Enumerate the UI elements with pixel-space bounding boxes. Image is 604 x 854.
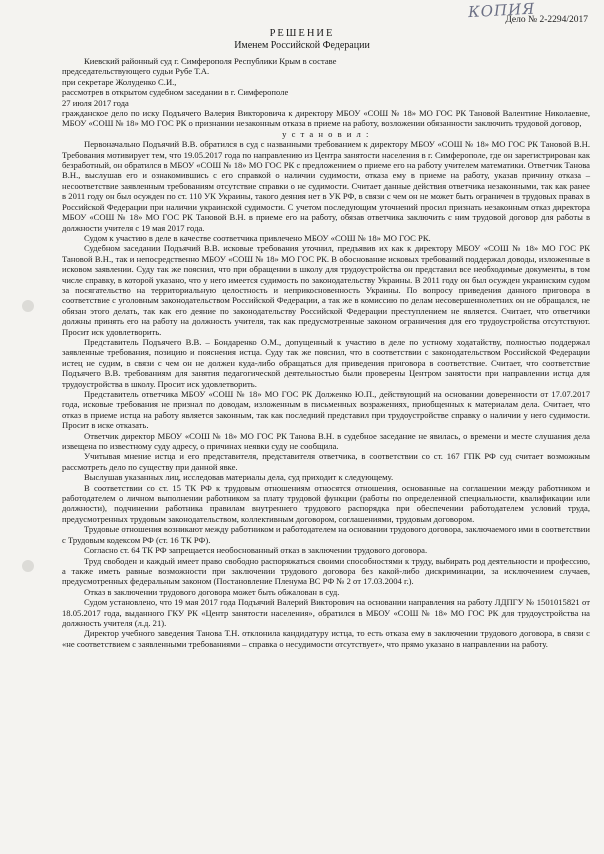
document-body (62, 56, 590, 649)
paragraph: В соответствии со ст. 15 ТК РФ к трудовым отношениям относятся отношения, основанные на соглашении между работником и работодателем о личном выполнении работником за плату трудовой функции (работы по определенной специальности, квалификации или должности), подчинении работника правилам внутреннего трудового распорядка при обеспечении работодателем условий труда, предусмотренных трудовым законодательством, коллективным договором, соглашениями, трудовым договором. (62, 482, 590, 524)
intro-secretary: при секретаре Жолуденко С.И., (62, 76, 177, 87)
paragraph: Ответчик директор МБОУ «СОШ № 18» МО ГОС РК Танова В.Н. в судебное заседание не явилась, о времени и месте слушания дела извещена по известному суду адресу, о причинах неявки суду не сообщила. (62, 430, 590, 452)
paragraph: Первоначально Подъячий В.В. обратился в суд с названными требованием к директору МБОУ «СОШ № 18» МО ГОС РК Тановой В.Н. Требования мотивирует тем, что 19.05.2017 года по направлению из Центра занятости населения в г. Симферополе, где он зарегистрирован как безработный, он обратился в МБОУ «СОШ № 18» МО ГОС РК с предложением о приеме его на работу учителем математики. Ответчик Танова В.Н., выслушав его и ознакомившись с его справкой о наличии судимости, отказа ему в приеме на работу, указав причину отказа – несоответствие заявленным требованиям отсутствие справки о не судимости. Считает данные действия ответчика незаконными, так как ранее в 2011 году он был осужден по ст. 110 УК Украины, такого деяния нет в УК РФ, в связи с чем он не может быть ограничен в трудовых правах в Российской Федерации при наличии украинской судимости. С учетом последующим уточнений просил признать незаконным отказ директора МБОУ «СОШ № 18» МО ГОС РК Тановой В.Н. в приеме его на работу, обязав ответчика заключить с ним трудовой договор для работы в должности учителя с 19 мая 2017 года. (62, 139, 590, 233)
paragraph: Учитывая мнение истца и его представителя, представителя ответчика, в соответствии со ст. 167 ГПК РФ суд считает возможным рассмотреть дело по существу при данной явке. (62, 451, 590, 472)
paragraph: Судебном заседании Подъячий В.В. исковые требования уточнил, предъявив их как к директору МБОУ «СОШ № 18» МО ГОС РК Тановой В.Н., так и непосредственно МБОУ «СОШ № 18» МО ГОС РК. В обоснование исковых требований поддержал доводы, изложенные в исковом заявлении. Суду так же пояснил, что при обращении в школу для трудоустройства он представил все необходимые документы, в том числе справку, в которой указано, что у него имеется судимость по законодательству Украины. В 2011 году он был осужден украинским судом за посягательство на территориальную целостность и неприкосновенность Украины. По вопросу приведения данного приговора в соответствие с уголовным законодательством Российской Федерации, а так же в комиссию по делам несовершеннолетних он не обращался, не обязан этого делать, так как его деяние по законодательству Российской Федерации преступлением не является. Считает, что ответчики должны принять его на работу на должность учителя, так как предусмотренные законом ограничения для его трудоустройства отсутствуют. Просит иск удовлетворить. (62, 243, 590, 337)
punch-hole (22, 300, 34, 312)
case-number: Дело № 2-2294/2017 (505, 15, 588, 25)
punch-hole (22, 560, 34, 572)
paragraph: Судом к участию в деле в качестве соответчика привлечено МБОУ «СОШ № 18» МО ГОС РК. (84, 232, 431, 243)
paragraph: Судом установлено, что 19 мая 2017 года Подъячий Валерий Викторович на основании направления на работу ЛДПГУ № 1501015821 от 18.05.2017 года, выданного ГКУ РК «Центр занятости населения», обратился в МБОУ «СОШ № 18» МО ГОС РК для трудоустройства на должность учителя (л.д. 21). (62, 597, 590, 628)
document-title: РЕШЕНИЕ (269, 28, 335, 39)
intro-case: гражданское дело по иску Подъячего Валерия Викторовича к директору МБОУ «СОШ № 18» МО ГОС РК Тановой Валентине Николаевне, МБОУ «СОШ № 18» МО ГОС РК о признании незаконным отказа в приеме на работу, возложении обязанности заключить трудовой договор, (62, 108, 590, 129)
intro-judge: председательствующего судьи Рубе Т.А. (62, 66, 210, 77)
paragraph: Трудовые отношения возникают между работником и работодателем на основании трудового договора, заключаемого ими в соответствии с Трудовым кодексом РФ (ст. 16 ТК РФ). (62, 524, 591, 545)
document-subtitle: Именем Российской Федерации (234, 40, 370, 51)
paragraph: Представитель ответчика МБОУ «СОШ № 18» МО ГОС РК Долженко Ю.П., действующий на основании доверенности от 17.07.2017 года, исковые требования не признал по доводам, изложенным в письменных возражениях, приобщенных к материалам дела. Считает, что отказ в приеме истца на работу является законным, так как последний представил при трудоустройстве справку о наличии у него судимости. Просит в иске отказать. (62, 389, 590, 431)
intro-date: 27 июля 2017 года (62, 97, 129, 108)
established-heading: у с т а н о в и л : (282, 128, 370, 139)
intro-court: Киевский районный суд г. Симферополя Республики Крым в составе (84, 56, 337, 66)
intro-session: рассмотрев в открытом судебном заседании в г. Симферополе (62, 87, 289, 98)
paragraph: Представитель Подъячего В.В. – Бондаренко О.М., допущенный к участию в деле по устному ходатайству, полностью поддержал заявленные требования, позицию и пояснения истца. Суду так же пояснил, что в соответствии с законодательством Российской Федерации истец не судим, в связи с чем он не должен куда-либо обращаться для приведения приговора в соответствие. Считает, что соответствие Подъячего В.В. требованиям для занятия педагогической деятельностью были проверены Центром занятости при направлении истца для трудоустройства в школу. Просит иск удовлетворить. (62, 336, 590, 389)
paragraph: Выслушав указанных лиц, исследовав материалы дела, суд приходит к следующему. (84, 472, 394, 483)
paragraph: Директор учебного заведения Танова Т.Н. отклонила кандидатуру истца, то есть отказа ему в заключении трудового договора, в связи с «не соответствием с заявленными требованиями – справка о несудимости отсутствует», что прямо указано в направлении на работу. (62, 628, 590, 649)
copy-stamp: КОПИЯ (467, 0, 536, 22)
paragraph: Согласно ст. 64 ТК РФ запрещается необоснованный отказ в заключении трудового договора. (84, 545, 428, 556)
paragraph: Труд свободен и каждый имеет право свободно распоряжаться своими способностями к труду, выбирать род деятельности и профессию, а также иметь равные возможности при заключении трудового договора без какой-либо дискриминации, за исключением случаев, предусмотренных федеральным законом (Постановление Пленума ВС РФ № 2 от 17.03.2004 г.). (62, 555, 590, 587)
paragraph: Отказ в заключении трудового договора может быть обжалован в суд. (84, 586, 340, 597)
